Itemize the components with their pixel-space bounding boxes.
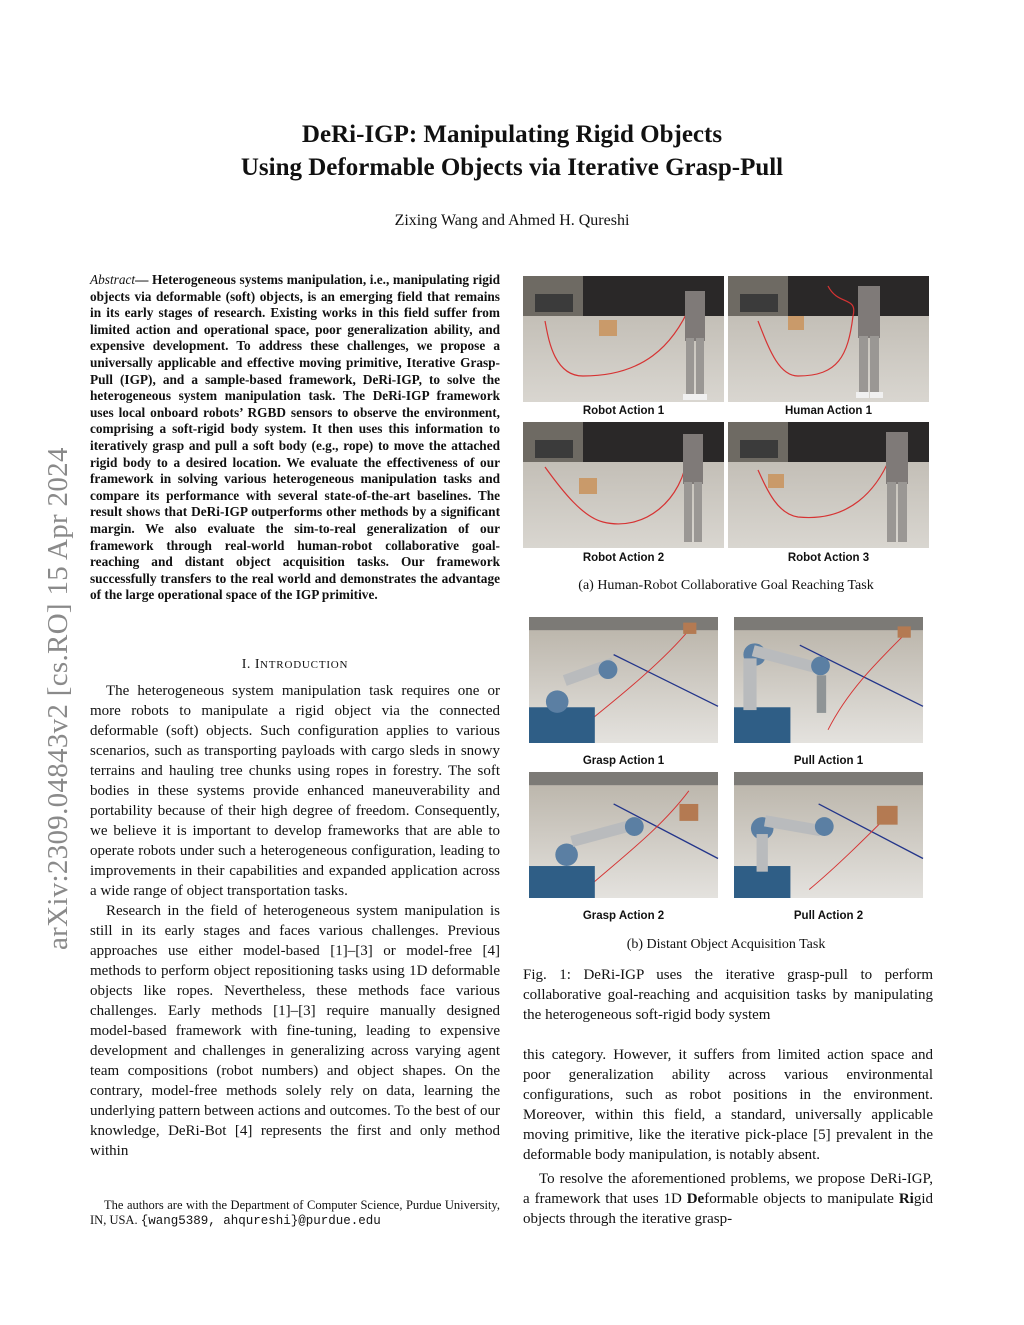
panel-label: Grasp Action 2 <box>582 910 665 922</box>
abstract-text: — Heterogeneous systems manipulation, i.e., manipulating rigid objects via deformable (soft) objects, is an emerging field that remains in its early stages of research. Existing works in this field suffer from limited action and operational space, poor generalization ability, and expensive development. To address these challenges, we propose a universally applicable and effective moving primitive, Iterative Grasp-Pull (IGP), and a sample-based framework, DeRi-IGP, to solve the heterogeneous system manipulation task. The DeRi-IGP framework uses local onboard robots’ RGBD sensors to observe the environment, comprising a soft-rigid body system. It then uses this information to iteratively grasp and pull a soft body (e.g., rope) to move the attached rigid body to a desired location. We evaluate the effectiveness of our framework in solving various heterogeneous manipulation tasks and compare its performance with several state-of-the-art baselines. The result shows that DeRi-IGP outperforms other methods by a significant margin. We also evaluate the sim-to-real generalization of our framework through real-world human-robot collaborative goal-reaching and distant object acquisition tasks. Our framework successfully transfers to the real world and demonstrates the advantage of the large operational space of the IGP primitive. <box>90 272 500 603</box>
panel-label: Robot Action 3 <box>787 552 870 564</box>
right-paragraph-2-text: To resolve the aforementioned problems, we propose DeRi-IGP, a framework that uses 1D <box>523 1171 933 1207</box>
abstract-label: Abstract <box>90 272 136 287</box>
photo-robot-arm <box>728 772 929 898</box>
right-paragraph-2-text: gid objects through the iterative grasp- <box>523 1191 933 1227</box>
right-column-body <box>523 1045 933 1229</box>
panel-label: Robot Action 2 <box>582 552 665 564</box>
footnote-text: The authors are with the Department of Computer Science, Purdue University, IN, USA. <box>90 1198 500 1227</box>
author-list: Zixing Wang and Ahmed H. Qureshi <box>394 212 630 229</box>
panel-label: Pull Action 1 <box>793 755 864 767</box>
photo-lab-scene <box>523 422 724 548</box>
arxiv-identifier <box>12 350 72 960</box>
figure-1-caption: Fig. 1: DeRi-IGP uses the iterative grasp-pull to perform collaborative goal-reaching and acquisition tasks by manipulating the heterogeneous soft-rigid body system <box>523 967 933 1023</box>
right-paragraph-2-bold-ri: Ri <box>898 1191 914 1207</box>
photo-lab-scene <box>728 276 929 402</box>
panel-label: Robot Action 1 <box>582 405 665 417</box>
author-emails: {wang5389, ahqureshi}@purdue.edu <box>140 1214 381 1228</box>
panel-label: Pull Action 2 <box>793 910 864 922</box>
figure-a-caption: (a) Human-Robot Collaborative Goal Reaching Task <box>578 578 874 593</box>
section-title-initial: I <box>254 657 261 672</box>
photo-lab-scene <box>728 422 929 548</box>
footnote <box>90 1198 500 1229</box>
arxiv-id-text: arXiv:2309.04843v2 [cs.RO] 15 Apr 2024 <box>42 447 74 950</box>
photo-robot-arm <box>728 617 929 743</box>
section-title-rest: NTRODUCTION <box>260 659 349 671</box>
intro-paragraph-2: Research in the field of heterogeneous system manipulation is still in its early stages and faces various challenges. Previous approaches use either model-based [1]–[3] or model-free [4] methods to perform object repositioning tasks using 1D deformable objects like ropes. Nevertheless, these methods face various challenges. Early methods [1]–[3] require manually designed model-based framework with fine-tuning, leading to expensive development and challenges in generalizing across varying agent team compositions (robot numbers) and object shapes. On the contrary, model-free methods solely rely on data, learning the underlying pattern between actions and outcomes. To the best of our knowledge, DeRi-Bot [4] represents the first and only method within <box>90 903 500 1159</box>
photo-robot-arm <box>523 617 724 743</box>
photo-robot-arm <box>523 772 724 898</box>
photo-lab-scene <box>523 276 724 402</box>
panel-label: Grasp Action 1 <box>582 755 665 767</box>
abstract <box>90 272 500 604</box>
paper-title <box>100 118 924 184</box>
right-paragraph-2-bold-de: De <box>686 1191 705 1207</box>
title-line-2: Using Deformable Objects via Iterative Grasp-Pull <box>240 154 784 181</box>
figure-b-caption: (b) Distant Object Acquisition Task <box>626 937 826 952</box>
section-number: I. <box>241 657 251 672</box>
title-line-1: DeRi-IGP: Manipulating Rigid Objects <box>301 121 723 148</box>
intro-body <box>90 681 500 1161</box>
section-heading <box>90 655 500 675</box>
intro-paragraph-1: The heterogeneous system manipulation task requires one or more robots to manipulate a rigid object via the connected deformable (soft) objects. Such configuration applies to various scenarios, such as transporting payloads with cargo sleds in snowy terrains and hauling tree chunks using ropes in forestry. The soft bodies in these systems provide enhanced maneuverability and portability because of their high degree of freedom. Consequently, we believe it is important to develop frameworks that are able to operate robots under such a heterogeneous configuration, leading to improvements in their capabilities and expanded application across a wide range of object transportation tasks. <box>90 683 500 899</box>
right-paragraph-2-text: formable objects to manipulate <box>704 1191 899 1207</box>
panel-label: Human Action 1 <box>784 405 873 417</box>
right-paragraph-2 <box>523 1169 933 1229</box>
right-paragraph-1: this category. However, it suffers from limited action space and poor generalization ability across various environmental configurations, such as robot positions in the environment. Moreover, within this field, a standard, universally applicable moving primitive, like the iterative pick-place [5] prevalent in the deformable body manipulation, is notably absent. <box>523 1047 933 1163</box>
